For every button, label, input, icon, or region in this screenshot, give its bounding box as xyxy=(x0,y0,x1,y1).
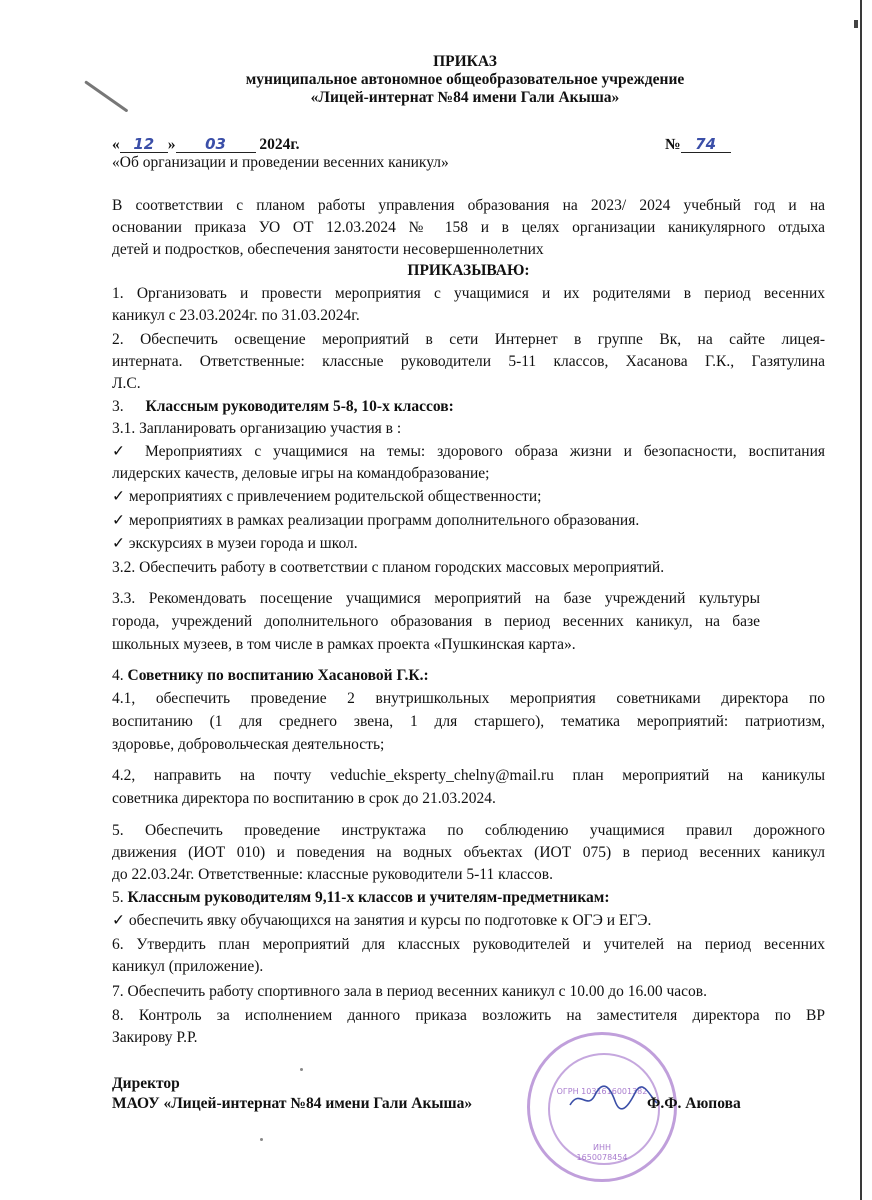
item-3-number: 3. xyxy=(112,398,124,415)
item-5b-number: 5. xyxy=(112,889,124,906)
number-value: 74 xyxy=(681,137,731,153)
item-1-line: 1. Организовать и провести мероприятия с учащимися и их родителями в период весенних xyxy=(112,285,825,302)
stamp-ogrn: ОГРН 1031616001​382 xyxy=(556,1087,648,1096)
signer-position: Директор xyxy=(112,1075,180,1092)
item-3-bullet-4: ✓ экскурсиях в музеи города и школ. xyxy=(112,535,358,552)
item-4-1-line: воспитанию (1 для среднего звена, 1 для старшего), тематика мероприятий: патриотизм, xyxy=(112,713,825,730)
item-6-line: каникул (приложение). xyxy=(112,958,264,975)
item-3-3-line: 3.3. Рекомендовать посещение учащимися мероприятий на базе учреждений культуры xyxy=(112,590,760,607)
item-5b-title: Классным руководителям 9,11-х классов и учителям-предметникам: xyxy=(127,889,610,906)
date-day: 12 xyxy=(120,137,168,153)
edge-mark xyxy=(854,20,858,28)
org-line-1: муниципальное автономное общеобразовательное учреждение xyxy=(245,71,685,88)
item-8-line: Закирову Р.Р. xyxy=(112,1029,198,1046)
item-3-bullet-3: ✓ мероприятиях в рамках реализации программ дополнительного образования. xyxy=(112,512,640,529)
item-3-2: 3.2. Обеспечить работу в соответствии с планом городских массовых мероприятий. xyxy=(112,559,665,576)
date-year: 2024г. xyxy=(259,136,300,153)
stamp-inn-label: ИНН xyxy=(592,1143,611,1152)
item-3-title: Классным руководителям 5-8, 10-х классов: xyxy=(145,398,454,415)
preamble-line: основании приказа УО ОТ 12.03.2024 № 158 и в целях организации каникулярного отдыха xyxy=(112,219,825,236)
date-month: 03 xyxy=(176,137,256,153)
item-3-bullet-1: лидерских качеств, деловые игры на командобразование; xyxy=(112,465,490,482)
item-4-2-line: советника директора по воспитанию в срок до 21.03.2024. xyxy=(112,790,496,807)
page-edge xyxy=(860,0,862,1200)
signer-name: Ф.Ф. Аюпова xyxy=(647,1095,741,1112)
item-3-1: 3.1. Запланировать организацию участия в : xyxy=(112,420,402,437)
item-4-1-line: здоровье, добровольческая деятельность; xyxy=(112,736,385,753)
item-4-heading xyxy=(112,665,825,687)
speck xyxy=(260,1138,263,1141)
item-5-line: 5. Обеспечить проведение инструктажа по соблюдению учащимися правил дорожного xyxy=(112,822,825,839)
item-5-line: до 22.03.24г. Ответственные: классные руководители 5-11 классов. xyxy=(112,866,553,883)
date-open-quote: « xyxy=(112,136,120,153)
item-5b-heading xyxy=(112,887,825,909)
item-5-line: движения (ИОТ 010) и поведения на водных объектах (ИОТ 075) в период весенних каникул xyxy=(112,844,825,861)
subject-line: «Об организации и проведении весенних каникул» xyxy=(112,154,449,171)
item-2-line: интерната. Ответственные: классные руководители 5-11 классов, Хасанова Г.К., Газятулина xyxy=(112,353,825,370)
item-2-line: 2. Обеспечить освещение мероприятий в сети Интернет в группе Вк, на сайте лицея- xyxy=(112,331,825,348)
number-label: № xyxy=(665,136,681,153)
document-header xyxy=(110,53,820,107)
item-1-line: каникул с 23.03.2024г. по 31.03.2024г. xyxy=(112,307,360,324)
preamble-line: В соответствии с планом работы управления образования на 2023/ 2024 учебный год и на xyxy=(112,197,825,214)
item-4-number: 4. xyxy=(112,667,124,684)
date-close-quote: » xyxy=(167,136,176,153)
item-3-3-line: города, учреждений дополнительного образования в период весенних каникул, на базе xyxy=(112,613,760,630)
item-3-3-line: школьных музеев, в том числе в рамках проекта «Пушкинская карта». xyxy=(112,636,576,653)
item-3-bullet-2: ✓ мероприятиях с привлечением родительской общественности; xyxy=(112,488,542,505)
order-title: ПРИКАЗ xyxy=(433,53,497,70)
order-word: ПРИКАЗЫВАЮ: xyxy=(407,262,530,279)
item-8-line: 8. Контроль за исполнением данного приказа возложить на заместителя директора по ВР xyxy=(112,1007,825,1024)
item-5b-bullet: ✓ обеспечить явку обучающихся на занятия и курсы по подготовке к ОГЭ и ЕГЭ. xyxy=(112,912,652,929)
item-4-2-line: 4.2, направить на почту veduchie_eksperty_chelny@mail.ru план мероприятий на каникулы xyxy=(112,767,825,784)
item-3-bullet-1: ✓ Мероприятиях с учащимися на темы: здорового образа жизни и безопасности, воспитания xyxy=(112,443,825,460)
org-line-2: «Лицей-интернат №84 имени Гали Акыша» xyxy=(310,89,620,106)
item-7: 7. Обеспечить работу спортивного зала в период весенних каникул с 10.00 до 16.00 часов. xyxy=(112,983,707,1000)
preamble-line: детей и подростков, обеспечения занятости несовершеннолетних xyxy=(112,241,544,258)
item-6-line: 6. Утвердить план мероприятий для классных руководителей и учителей на период весенних xyxy=(112,936,825,953)
item-3-heading xyxy=(112,396,825,418)
item-4-1-line: 4.1, обеспечить проведение 2 внутришкольных мероприятия советниками директора по xyxy=(112,690,825,707)
item-2-line: Л.С. xyxy=(112,375,141,392)
signer-org: МАОУ «Лицей-интернат №84 имени Гали Акыша» xyxy=(112,1095,473,1112)
stamp-inn: 1650078454 xyxy=(576,1153,628,1162)
item-4-title: Советнику по воспитанию Хасановой Г.К.: xyxy=(127,667,429,684)
speck xyxy=(300,1068,303,1071)
